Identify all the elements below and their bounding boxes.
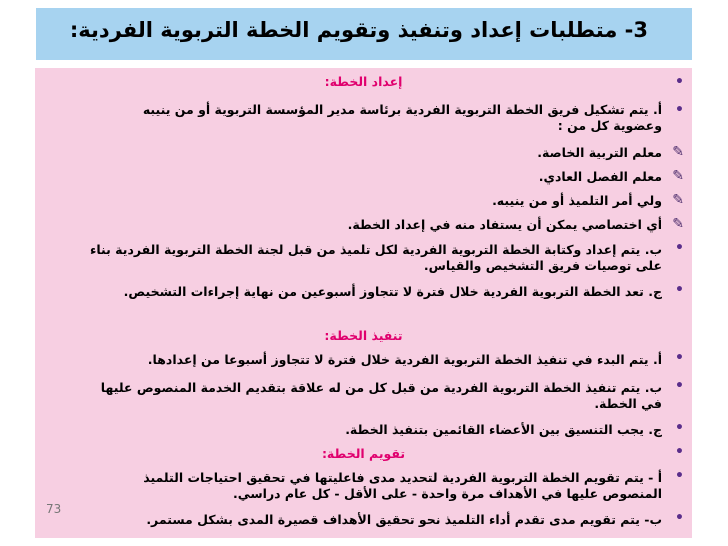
text: في الخطة.	[594, 396, 662, 411]
bullet-icon: •	[675, 378, 684, 394]
bullet-icon: •	[675, 420, 684, 436]
text: أي اختصاصي يمكن أن يستفاد منه في إعداد الخطة.	[347, 217, 662, 232]
bullet-icon: •	[675, 350, 684, 366]
prep-item-a-line1	[143, 102, 662, 118]
bullet-icon: •	[675, 74, 684, 90]
team-member-1	[537, 145, 662, 161]
impl-item-b-line2	[594, 396, 662, 412]
heading-text: إعداد الخطة:	[324, 74, 403, 89]
text: ب- يتم تقويم مدى تقدم أداء التلميذ نحو تحقيق الأهداف قصيرة المدى بشكل مستمر.	[146, 512, 662, 527]
bullet-icon: •	[675, 444, 684, 460]
team-member-2	[539, 169, 662, 185]
text: وعضوية كل من :	[557, 118, 662, 133]
section-heading-evaluation	[35, 446, 692, 462]
eval-item-b	[146, 512, 662, 528]
prep-item-b-line1	[90, 242, 662, 258]
text: المنصوص عليها في الأهداف مرة واحدة - على الأقل - كل عام دراسي.	[232, 486, 662, 501]
pen-icon: ✎	[672, 216, 684, 232]
text: على توصيات فريق التشخيص والقياس.	[423, 258, 662, 273]
title-bar	[36, 8, 692, 60]
bullet-icon: •	[675, 510, 684, 526]
text: ولي أمر التلميذ أو من ينيبه.	[492, 193, 662, 208]
text: ب. يتم إعداد وكتابة الخطة التربوية الفردية لكل تلميذ من قبل لجنة الخطة التربوية الفردية بناء	[89, 242, 662, 257]
bullet-icon: •	[675, 282, 684, 298]
text: معلم الفصل العادي.	[538, 169, 662, 184]
pen-icon: ✎	[672, 168, 684, 184]
impl-item-b-line1	[101, 380, 662, 396]
prep-item-b-line2	[424, 258, 662, 274]
text: ب. يتم تنفيذ الخطة التربوية الفردية من قبل كل من له علاقة بتقديم الخدمة المنصوص عليها	[100, 380, 662, 395]
impl-item-a	[148, 352, 662, 368]
text: أ. يتم البدء في تنفيذ الخطة التربوية الفردية خلال فترة لا تتجاوز أسبوعا من إعدادها.	[147, 352, 662, 367]
text: أ - يتم تقويم الخطة التربوية الفردية لتحديد مدى فاعليتها في تحقيق احتياجات التلميذ	[143, 470, 662, 485]
team-member-4	[348, 217, 662, 233]
page-number: 73	[46, 502, 62, 516]
prep-item-c	[124, 284, 662, 300]
section-heading-implementation	[35, 328, 692, 344]
section-heading-preparation	[35, 74, 692, 90]
heading-text: تنفيذ الخطة:	[324, 328, 403, 343]
text: ج. يجب التنسيق بين الأعضاء القائمين بتنفيذ الخطة.	[345, 422, 662, 437]
bullet-icon: •	[675, 240, 684, 256]
heading-text: تقويم الخطة:	[321, 446, 406, 461]
text: معلم التربية الخاصة.	[537, 145, 662, 160]
content-area	[35, 68, 692, 538]
text: ج. تعد الخطة التربوية الفردية خلال فترة لا تتجاوز أسبوعين من نهاية إجراءات التشخيص.	[123, 284, 662, 299]
pen-icon: ✎	[672, 144, 684, 160]
eval-item-a-line2	[233, 486, 662, 502]
team-member-3	[492, 193, 662, 209]
slide-title: 3- متطلبات إعداد وتنفيذ وتقويم الخطة التربوية الفردية:	[69, 18, 648, 42]
eval-item-a-line1	[143, 470, 662, 486]
bullet-icon: •	[675, 468, 684, 484]
prep-item-a-line2	[558, 118, 662, 134]
pen-icon: ✎	[672, 192, 684, 208]
impl-item-c	[345, 422, 662, 438]
bullet-icon: •	[675, 102, 684, 118]
text: أ. يتم تشكيل فريق الخطة التربوية الفردية برئاسة مدير المؤسسة التربوية أو من ينيبه	[142, 102, 662, 117]
